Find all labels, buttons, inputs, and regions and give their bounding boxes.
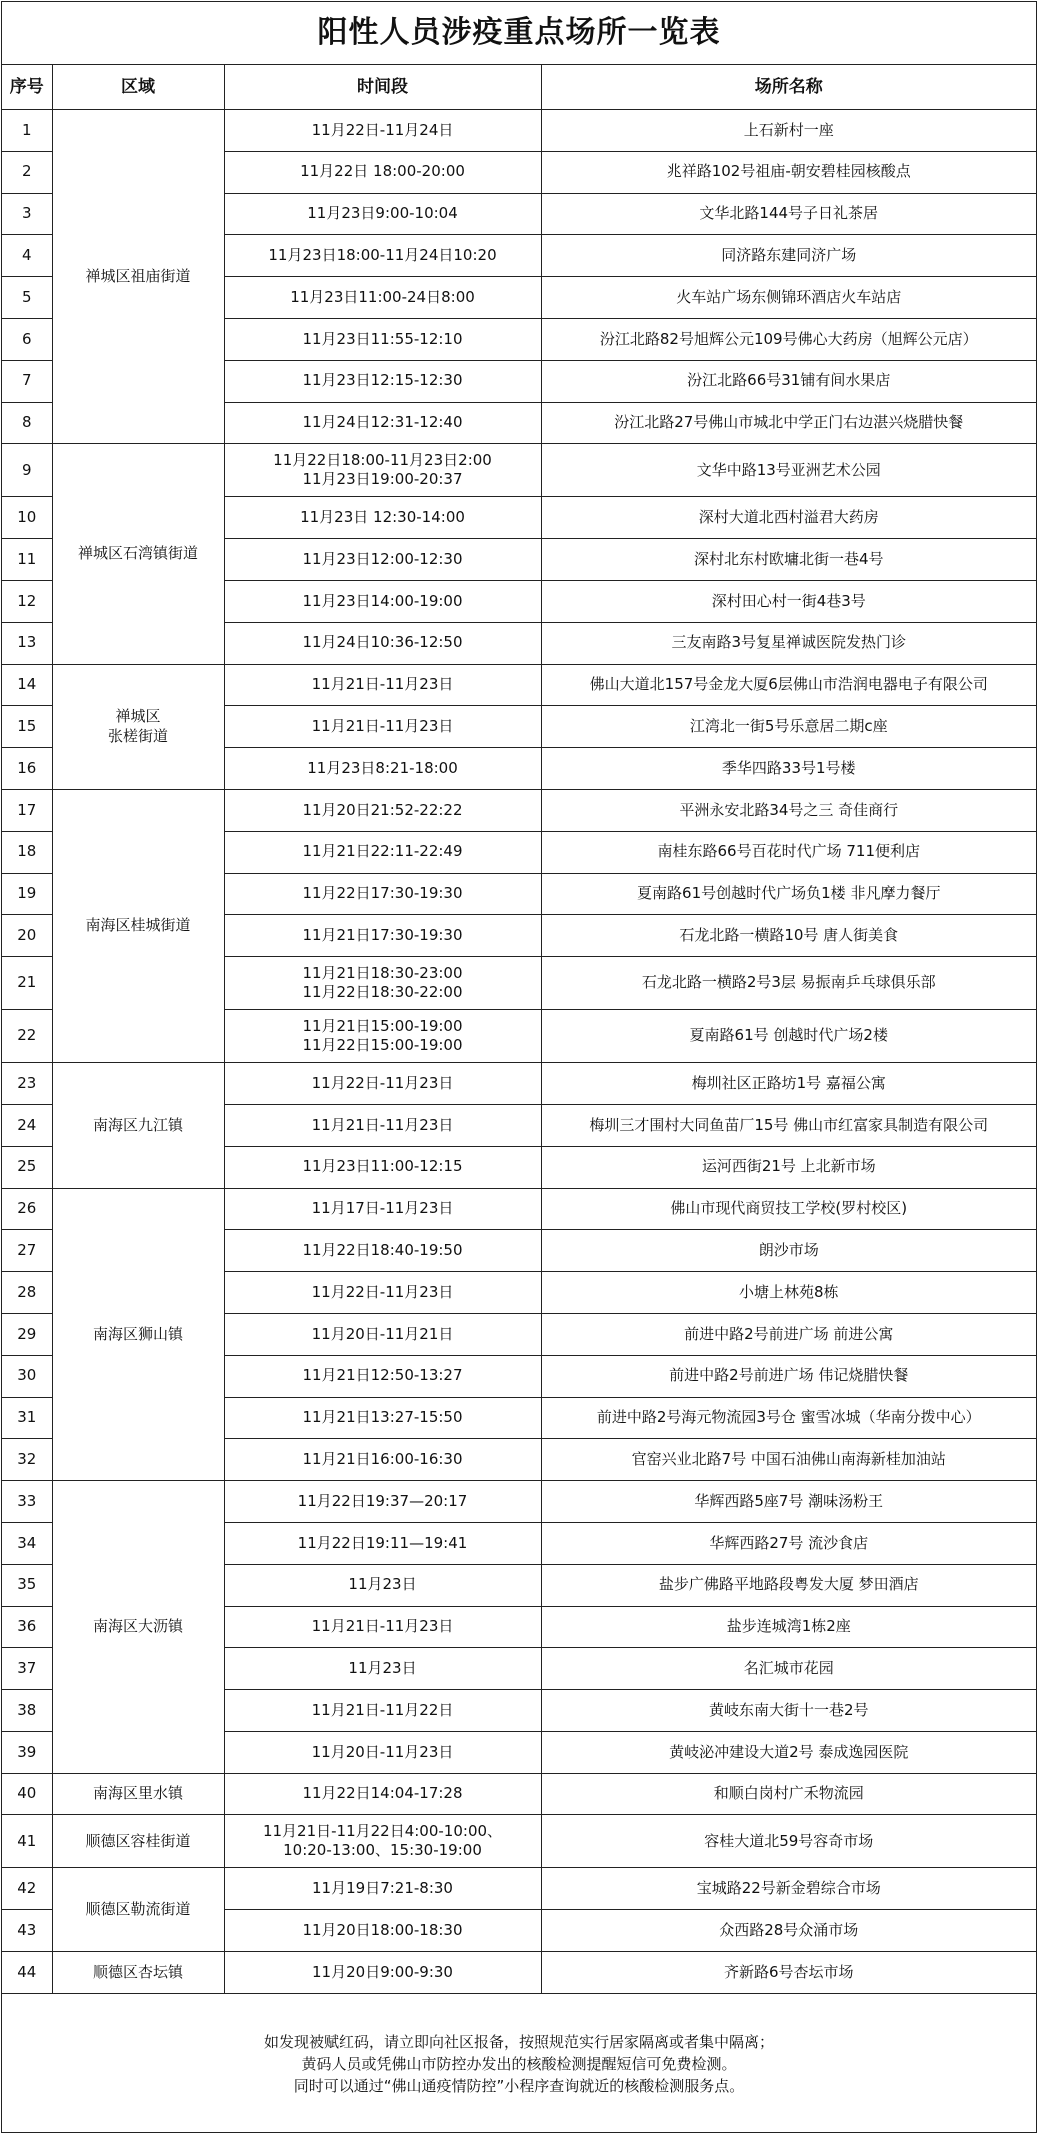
row-index: 26 (2, 1188, 52, 1230)
region-name: 南海区桂城街道 (85, 916, 191, 935)
time-period: 11月24日10:36-12:50 (302, 633, 463, 652)
time-period: 11月21日-11月22日4:00-10:00、 (262, 1821, 503, 1840)
time-cell (224, 360, 541, 402)
region-cell (52, 444, 224, 664)
time-period: 11月21日-11月22日 (311, 1700, 454, 1719)
row-index: 27 (2, 1230, 52, 1272)
row-index: 5 (2, 277, 52, 319)
place-name: 前进中路2号前进广场 前进公寓 (541, 1313, 1036, 1355)
table-row (2, 1063, 1036, 1105)
place-name: 华辉西路27号 流沙食店 (541, 1522, 1036, 1564)
row-index: 28 (2, 1272, 52, 1314)
row-index: 18 (2, 831, 52, 873)
time-period: 11月21日12:50-13:27 (302, 1366, 463, 1385)
footer-line: 黄码人员或凭佛山市防控办发出的核酸检测提醒短信可免费检测。 (301, 2055, 737, 2073)
time-period: 11月23日11:00-24日8:00 (290, 287, 475, 306)
time-period: 11月20日-11月21日 (311, 1324, 454, 1343)
row-index: 6 (2, 318, 52, 360)
header-place: 场所名称 (541, 65, 1036, 110)
place-name: 前进中路2号海元物流园3号仓 蜜雪冰城（华南分拨中心） (541, 1397, 1036, 1439)
place-name: 石龙北路一横路2号3层 易振南乒乓球俱乐部 (541, 957, 1036, 1010)
time-cell (224, 1731, 541, 1773)
place-name: 深村大道北西村溢君大药房 (541, 497, 1036, 539)
table-row (2, 444, 1036, 497)
row-index: 3 (2, 193, 52, 235)
time-cell (224, 1648, 541, 1690)
time-cell (224, 1773, 541, 1815)
row-index: 17 (2, 789, 52, 831)
time-cell (224, 622, 541, 664)
row-index: 8 (2, 402, 52, 444)
time-cell (224, 1439, 541, 1481)
place-name: 兆祥路102号祖庙-朝安碧桂园核酸点 (541, 151, 1036, 193)
time-period: 11月24日12:31-12:40 (302, 413, 463, 432)
table-body (2, 110, 1036, 1994)
time-period: 11月23日14:00-19:00 (302, 591, 463, 610)
time-period: 11月23日12:15-12:30 (302, 371, 463, 390)
place-name: 盐步连城湾1栋2座 (541, 1606, 1036, 1648)
place-name: 三友南路3号复星禅诚医院发热门诊 (541, 622, 1036, 664)
time-period: 11月23日9:00-10:04 (307, 204, 458, 223)
place-name: 小塘上林苑8栋 (541, 1272, 1036, 1314)
region-name: 顺德区勒流街道 (85, 1900, 191, 1919)
region-cell (52, 1773, 224, 1815)
place-name: 官窑兴业北路7号 中国石油佛山南海新桂加油站 (541, 1439, 1036, 1481)
time-period: 11月19日7:21-8:30 (312, 1879, 453, 1898)
time-cell (224, 1910, 541, 1952)
time-period: 11月21日-11月23日 (311, 675, 454, 694)
time-period: 11月23日 (348, 1575, 417, 1594)
header-region: 区域 (52, 65, 224, 110)
time-period: 11月17日-11月23日 (311, 1199, 454, 1218)
time-cell (224, 497, 541, 539)
region-name: 南海区狮山镇 (92, 1324, 183, 1343)
time-cell (224, 1010, 541, 1063)
time-period: 11月23日18:00-11月24日10:20 (268, 246, 497, 265)
region-cell (52, 1815, 224, 1868)
place-name: 深村田心村一街4巷3号 (541, 580, 1036, 622)
time-cell (224, 444, 541, 497)
time-period: 11月22日-11月24日 (311, 120, 454, 139)
time-cell (224, 580, 541, 622)
time-cell (224, 1397, 541, 1439)
table-row (2, 664, 1036, 706)
time-period: 11月21日22:11-22:49 (302, 842, 463, 861)
place-name: 宝城路22号新金碧综合市场 (541, 1868, 1036, 1910)
place-name: 汾江北路27号佛山市城北中学正门右边湛兴烧腊快餐 (541, 402, 1036, 444)
time-cell (224, 1272, 541, 1314)
place-name: 石龙北路一横路10号 唐人街美食 (541, 915, 1036, 957)
time-cell (224, 1868, 541, 1910)
region-name: 南海区里水镇 (92, 1784, 183, 1803)
table-row (2, 110, 1036, 152)
place-name: 文华北路144号子日礼茶居 (541, 193, 1036, 235)
time-cell (224, 915, 541, 957)
row-index: 1 (2, 110, 52, 152)
time-period: 11月22日14:04-17:28 (302, 1784, 463, 1803)
time-period: 11月22日18:30-22:00 (302, 983, 463, 1002)
time-cell (224, 539, 541, 581)
row-index: 29 (2, 1313, 52, 1355)
place-name: 众西路28号众涌市场 (541, 1910, 1036, 1952)
time-cell (224, 1522, 541, 1564)
row-index: 2 (2, 151, 52, 193)
time-period: 11月20日9:00-9:30 (312, 1962, 453, 1981)
table-row (2, 1188, 1036, 1230)
place-name: 汾江北路82号旭辉公元109号佛心大药房（旭辉公元店） (541, 318, 1036, 360)
place-name: 汾江北路66号31铺有间水果店 (541, 360, 1036, 402)
time-period: 11月23日19:00-20:37 (302, 470, 463, 489)
region-name: 禅城区祖庙街道 (85, 266, 191, 285)
table-row (2, 1868, 1036, 1910)
time-cell (224, 1146, 541, 1188)
time-period: 11月21日18:30-23:00 (302, 963, 463, 982)
place-name: 名汇城市花园 (541, 1648, 1036, 1690)
place-name: 齐新路6号杏坛市场 (541, 1952, 1036, 1994)
time-period: 11月21日17:30-19:30 (302, 925, 463, 944)
row-index: 32 (2, 1439, 52, 1481)
time-cell (224, 957, 541, 1010)
time-period: 11月20日21:52-22:22 (302, 800, 463, 819)
time-cell (224, 1355, 541, 1397)
place-name: 和顺白岗村广禾物流园 (541, 1773, 1036, 1815)
region-name: 顺德区杏坛镇 (92, 1962, 183, 1981)
row-index: 21 (2, 957, 52, 1010)
place-name: 南桂东路66号百花时代广场 711便利店 (541, 831, 1036, 873)
region-cell (52, 1481, 224, 1774)
place-name: 朗沙市场 (541, 1230, 1036, 1272)
time-cell (224, 1188, 541, 1230)
time-period: 11月21日-11月23日 (311, 1617, 454, 1636)
page-title: 阳性人员涉疫重点场所一览表 (2, 2, 1036, 65)
time-period: 11月21日-11月23日 (311, 717, 454, 735)
row-index: 37 (2, 1648, 52, 1690)
row-index: 12 (2, 580, 52, 622)
row-index: 36 (2, 1606, 52, 1648)
table-row (2, 789, 1036, 831)
place-name: 火车站广场东侧锦环酒店火车站店 (541, 277, 1036, 319)
row-index: 41 (2, 1815, 52, 1868)
place-name: 梅圳社区正路坊1号 嘉福公寓 (541, 1063, 1036, 1105)
time-cell (224, 1564, 541, 1606)
time-cell (224, 193, 541, 235)
document-sheet (1, 1, 1037, 2133)
footer-line: 同时可以通过“佛山通疫情防控”小程序查询就近的核酸检测服务点。 (293, 2077, 745, 2095)
time-period: 11月22日15:00-19:00 (302, 1036, 463, 1055)
time-period: 11月23日12:00-12:30 (302, 549, 463, 568)
time-cell (224, 664, 541, 706)
time-cell (224, 1690, 541, 1732)
time-cell (224, 1104, 541, 1146)
place-name: 佛山市现代商贸技工学校(罗村校区) (541, 1188, 1036, 1230)
row-index: 33 (2, 1481, 52, 1523)
time-period: 11月22日-11月23日 (311, 1282, 454, 1301)
time-cell (224, 318, 541, 360)
time-period: 11月22日19:37—20:17 (297, 1491, 468, 1510)
region-cell (52, 1868, 224, 1952)
place-name: 黄岐东南大街十一巷2号 (541, 1690, 1036, 1732)
place-name: 佛山大道北157号金龙大厦6层佛山市浩润电器电子有限公司 (541, 664, 1036, 706)
time-period: 10:20-13:00、15:30-19:00 (283, 1841, 482, 1860)
row-index: 13 (2, 622, 52, 664)
time-cell (224, 1815, 541, 1868)
time-cell (224, 110, 541, 152)
time-cell (224, 1481, 541, 1523)
time-period: 11月21日13:27-15:50 (302, 1408, 463, 1427)
time-period: 11月22日18:00-11月23日2:00 (273, 450, 492, 469)
region-cell (52, 789, 224, 1062)
region-cell (52, 1063, 224, 1188)
place-name: 江湾北一街5号乐意居二期c座 (541, 706, 1036, 748)
row-index: 38 (2, 1690, 52, 1732)
region-name: 禅城区石湾镇街道 (77, 544, 198, 563)
row-index: 24 (2, 1104, 52, 1146)
table-row (2, 1481, 1036, 1523)
row-index: 4 (2, 235, 52, 277)
time-period: 11月21日16:00-16:30 (302, 1449, 463, 1468)
venue-table (2, 65, 1036, 1994)
row-index: 42 (2, 1868, 52, 1910)
time-cell (224, 789, 541, 831)
row-index: 7 (2, 360, 52, 402)
region-name: 张槎街道 (107, 726, 168, 745)
place-name: 容桂大道北59号容奇市场 (541, 1815, 1036, 1868)
time-period: 11月22日-11月23日 (311, 1073, 454, 1092)
row-index: 31 (2, 1397, 52, 1439)
place-name: 同济路东建同济广场 (541, 235, 1036, 277)
row-index: 43 (2, 1910, 52, 1952)
row-index: 30 (2, 1355, 52, 1397)
header-index: 序号 (2, 65, 52, 110)
row-index: 34 (2, 1522, 52, 1564)
row-index: 44 (2, 1952, 52, 1994)
time-period: 11月23日11:55-12:10 (302, 329, 463, 348)
time-cell (224, 873, 541, 915)
row-index: 25 (2, 1146, 52, 1188)
time-cell (224, 1952, 541, 1994)
footer-line: 如发现被赋红码，请立即向社区报备，按照规范实行居家隔离或者集中隔离； (263, 2033, 774, 2051)
time-period: 11月23日8:21-18:00 (307, 758, 458, 777)
place-name: 季华四路33号1号楼 (541, 748, 1036, 790)
time-cell (224, 402, 541, 444)
region-cell (52, 1952, 224, 1994)
region-name: 顺德区容桂街道 (85, 1831, 191, 1850)
time-cell (224, 706, 541, 748)
time-cell (224, 151, 541, 193)
table-row (2, 1773, 1036, 1815)
time-cell (224, 1606, 541, 1648)
region-cell (52, 110, 224, 444)
place-name: 文华中路13号亚洲艺术公园 (541, 444, 1036, 497)
time-period: 11月22日 18:00-20:00 (300, 162, 465, 181)
row-index: 35 (2, 1564, 52, 1606)
time-cell (224, 831, 541, 873)
footer-notice (2, 1996, 1036, 2132)
row-index: 23 (2, 1063, 52, 1105)
row-index: 9 (2, 444, 52, 497)
region-cell (52, 664, 224, 789)
place-name: 夏南路61号 创越时代广场2楼 (541, 1010, 1036, 1063)
place-name: 平洲永安北路34号之三 奇佳商行 (541, 789, 1036, 831)
region-name: 禅城区 (115, 707, 161, 726)
row-index: 40 (2, 1773, 52, 1815)
row-index: 14 (2, 664, 52, 706)
time-cell (224, 277, 541, 319)
time-period: 11月22日17:30-19:30 (302, 884, 463, 903)
table-row (2, 1815, 1036, 1868)
time-cell (224, 1230, 541, 1272)
time-period: 11月22日18:40-19:50 (302, 1240, 463, 1259)
row-index: 15 (2, 706, 52, 748)
place-name: 华辉西路5座7号 潮味汤粉王 (541, 1481, 1036, 1523)
place-name: 运河西街21号 上北新市场 (541, 1146, 1036, 1188)
row-index: 10 (2, 497, 52, 539)
time-period: 11月21日15:00-19:00 (302, 1016, 463, 1035)
row-index: 11 (2, 539, 52, 581)
row-index: 20 (2, 915, 52, 957)
time-period: 11月20日-11月23日 (311, 1742, 454, 1761)
time-period: 11月22日19:11—19:41 (297, 1533, 468, 1552)
row-index: 39 (2, 1731, 52, 1773)
place-name: 上石新村一座 (541, 110, 1036, 152)
time-cell (224, 1063, 541, 1105)
place-name: 夏南路61号创越时代广场负1楼 非凡摩力餐厅 (541, 873, 1036, 915)
time-cell (224, 748, 541, 790)
row-index: 19 (2, 873, 52, 915)
place-name: 深村北东村欧墉北街一巷4号 (541, 539, 1036, 581)
time-period: 11月23日 12:30-14:00 (300, 508, 465, 527)
time-period: 11月20日18:00-18:30 (302, 1920, 463, 1939)
place-name: 盐步广佛路平地路段粤发大厦 梦田酒店 (541, 1564, 1036, 1606)
place-name: 梅圳三才围村大同鱼苗厂15号 佛山市红富家具制造有限公司 (541, 1104, 1036, 1146)
time-cell (224, 235, 541, 277)
row-index: 16 (2, 748, 52, 790)
table-header-row (2, 65, 1036, 110)
table-row (2, 1952, 1036, 1994)
region-cell (52, 1188, 224, 1481)
time-period: 11月23日 (348, 1658, 417, 1677)
region-name: 南海区大沥镇 (92, 1617, 183, 1636)
region-name: 南海区九江镇 (92, 1115, 183, 1134)
place-name: 黄岐泌冲建设大道2号 泰成逸园医院 (541, 1731, 1036, 1773)
place-name: 前进中路2号前进广场 伟记烧腊快餐 (541, 1355, 1036, 1397)
time-period: 11月21日-11月23日 (311, 1115, 454, 1134)
time-period: 11月23日11:00-12:15 (302, 1157, 463, 1176)
header-time: 时间段 (224, 65, 541, 110)
time-cell (224, 1313, 541, 1355)
row-index: 22 (2, 1010, 52, 1063)
